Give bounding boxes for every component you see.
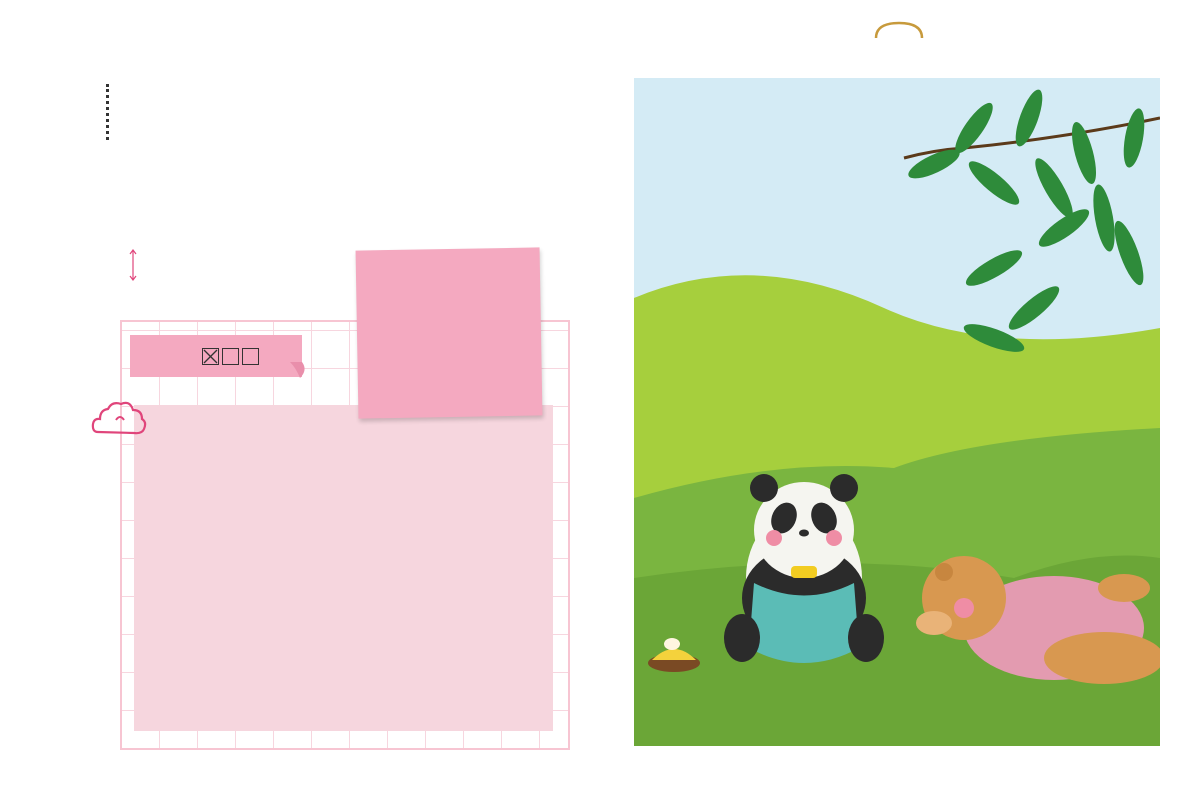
garn-column (157, 439, 367, 445)
notes-heading (356, 256, 540, 259)
tools-column (371, 439, 546, 445)
notes-text (366, 290, 530, 293)
calendar-binding (636, 20, 1162, 62)
picnic-illustration (634, 78, 1160, 746)
cross-icon (203, 349, 218, 364)
difficulty-box-2 (222, 348, 239, 365)
cloud-icon (90, 398, 148, 442)
material-card (134, 405, 553, 731)
tag-curl-icon (290, 362, 308, 378)
dotted-divider (106, 84, 112, 140)
notes-sticky (356, 247, 543, 418)
size-arrow-icon (128, 248, 138, 282)
difficulty-box-1 (202, 348, 219, 365)
difficulty-box-3 (242, 348, 259, 365)
difficulty-tag (130, 335, 302, 377)
